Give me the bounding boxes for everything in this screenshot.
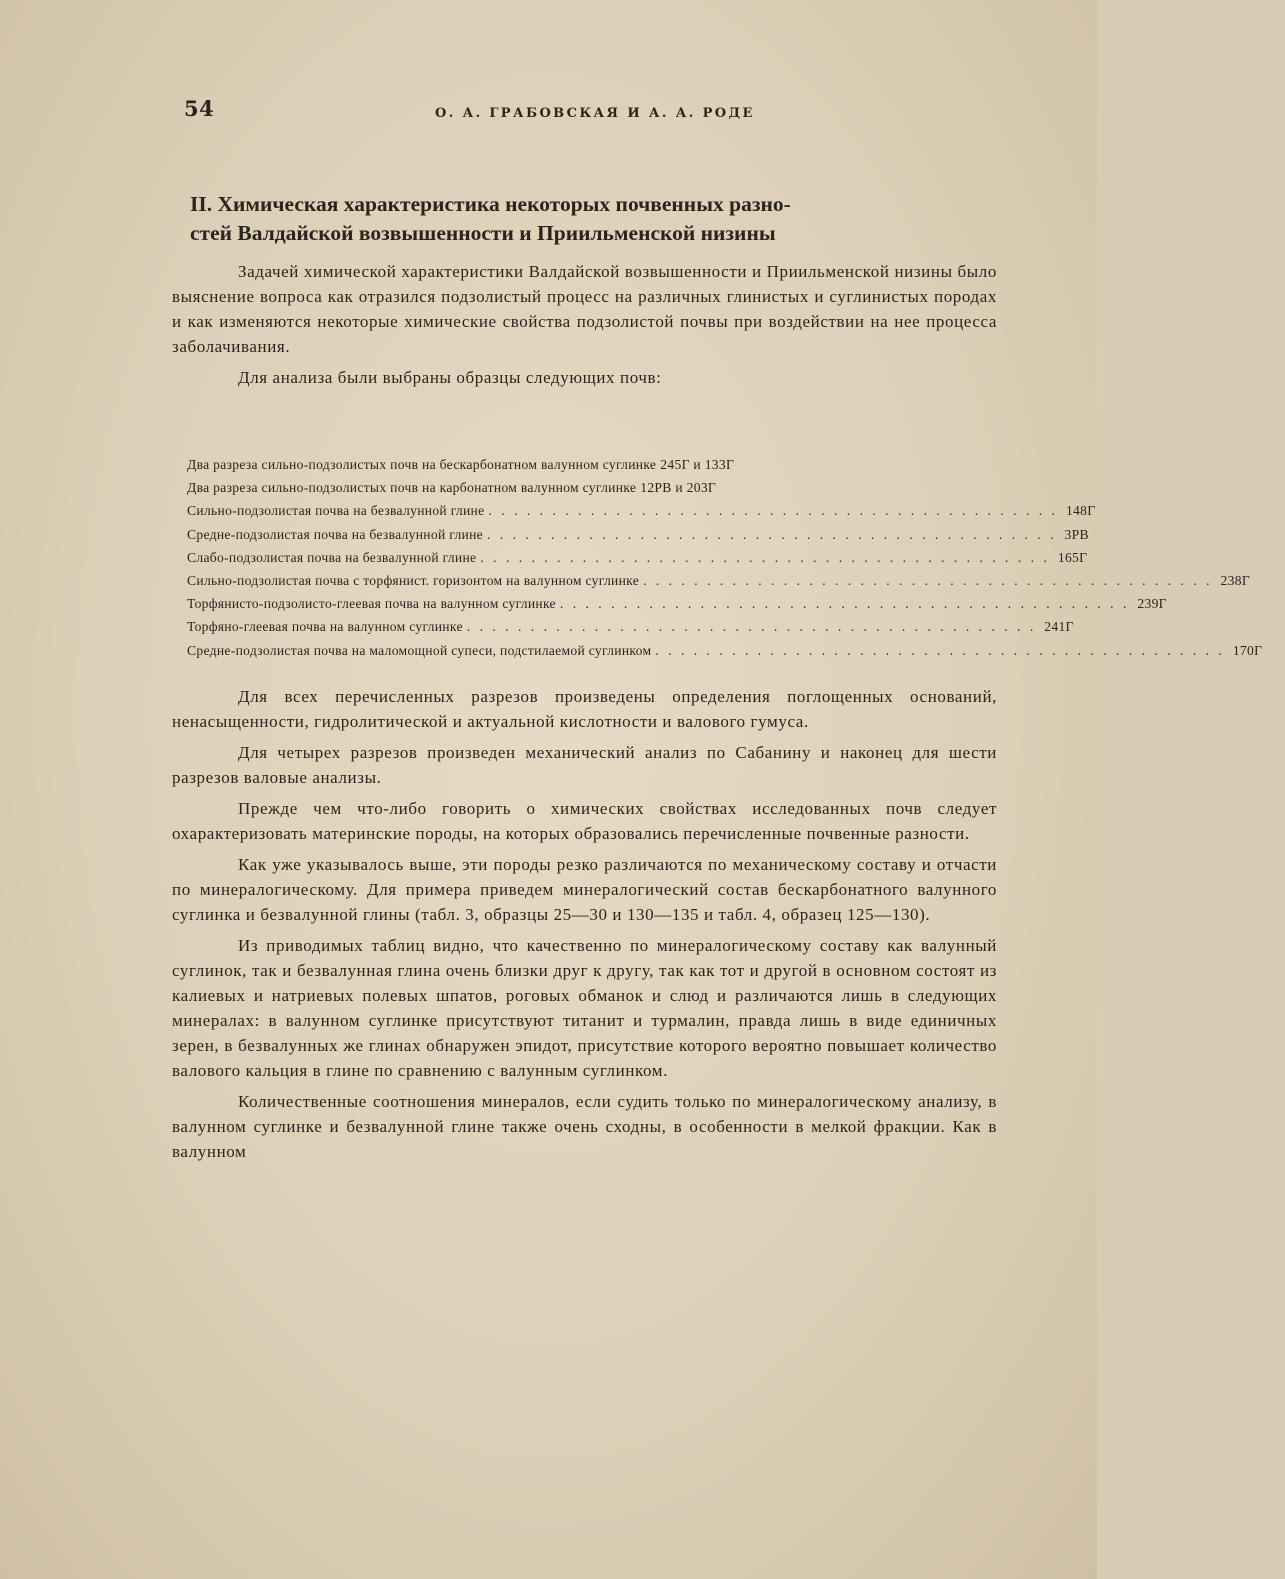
running-head: О. А. ГРАБОВСКАЯ И А. А. РОДЕ	[435, 106, 755, 121]
intro-text	[172, 259, 997, 396]
page-number: 54	[184, 96, 215, 121]
sample-code: 3РВ	[1064, 526, 1089, 542]
soil-sample-list	[187, 453, 1263, 662]
sample-code: 12РВ и 203Г	[640, 480, 717, 496]
soil-description: Торфяно-глеевая почва на валунном суглинке	[187, 619, 463, 635]
dot-leader: . . . . . . . . . . . . . . . . . . . . . . . . . . . . . . . . . . . . . . . . . . . . .	[480, 549, 1050, 565]
soil-list-row	[187, 592, 1167, 615]
sample-code: 238Г	[1220, 573, 1250, 589]
soil-list-row	[187, 523, 1089, 546]
soil-description: Сильно-подзолистая почва с торфянист. горизонтом на валунном суглинке	[187, 573, 640, 589]
soil-description: Два разреза сильно-подзолистых почв на бескарбонатном валунном суглинке	[187, 457, 657, 472]
paragraph: Количественные соотношения минералов, если судить только по минералогическому анализу, в валунном суглинке и безвалунной глине также очень сходны, в особенности в мелкой фракции. Как в валунном	[172, 1092, 997, 1161]
dot-leader: . . . . . . . . . . . . . . . . . . . . . . . . . . . . . . . . . . . . . . . . . . . . .	[559, 596, 1130, 612]
section-title-line: стей Валдайской возвышенности и Приильменской низины	[190, 221, 776, 245]
soil-description: Сильно-подзолистая почва на безвалунной глине	[187, 503, 485, 519]
soil-list-row	[187, 639, 1263, 662]
paragraph: Для четырех разрезов произведен механический анализ по Сабанину и наконец для шести разрезов валовые анализы.	[172, 743, 997, 787]
sample-code: 239Г	[1137, 596, 1167, 612]
soil-description: Средне-подзолистая почва на маломощной супеси, подстилаемой суглинком	[187, 642, 652, 658]
soil-list-row	[187, 569, 1250, 592]
paragraph: Для анализа были выбраны образцы следующих почв:	[238, 368, 662, 387]
sample-code: 245Г и 133Г	[660, 457, 735, 472]
sample-code: 148Г	[1065, 503, 1096, 519]
dot-leader: . . . . . . . . . . . . . . . . . . . . . . . . . . . . . . . . . . . . . . . . . . . . .	[488, 503, 1058, 519]
sample-code: 170Г	[1232, 642, 1263, 658]
soil-list-row	[187, 499, 1096, 522]
soil-list-row	[187, 453, 997, 476]
dot-leader: . . . . . . . . . . . . . . . . . . . . . . . . . . . . . . . . . . . . . . . . . . . . .	[643, 573, 1213, 589]
soil-list-row	[187, 615, 1074, 638]
soil-list-row	[187, 546, 1088, 569]
main-text	[172, 684, 997, 1170]
paragraph: Прежде чем что-либо говорить о химических свойствах исследованных почв следует охарактеризовать материнские породы, на которых образовались перечисленные почвенные разности.	[172, 799, 997, 843]
dot-leader: . . . . . . . . . . . . . . . . . . . . . . . . . . . . . . . . . . . . . . . . . . . . .	[466, 619, 1037, 635]
paragraph: Как уже указывалось выше, эти породы резко различаются по механическому составу и отчасти по минералогическому. Для примера приведем минералогический состав бескарбонатного валунного суглинка и безвалунной глины (табл. 3, образцы 25—30 и 130—135 и табл. 4, образец 125—130).	[172, 855, 997, 924]
soil-description: Два разреза сильно-подзолистых почв на карбонатном валунном суглинке	[187, 480, 637, 496]
paragraph: Задачей химической характеристики Валдайской возвышенности и Приильменской низины было выяснение вопроса как отразился подзолистый процесс на различных глинистых и суглинистых породах и как изменяются некоторые химические свойства подзолистой почвы при воздействии на нее процесса заболачивания.	[172, 262, 997, 356]
sample-code: 241Г	[1044, 619, 1074, 635]
dot-leader: . . . . . . . . . . . . . . . . . . . . . . . . . . . . . . . . . . . . . . . . . . . . .	[655, 642, 1225, 658]
paragraph: Из приводимых таблиц видно, что качественно по минералогическому составу как валунный суглинок, так и безвалунная глина очень близки друг к другу, так как тот и другой в основном состоят из калиевых и натриевых полевых шпатов, роговых обманок и слюд и различаются лишь в следующих минералах: в валунном суглинке присутствуют титанит и турмалин, правда лишь в виде единичных зерен, в безвалунных же глинах обнаружен эпидот, присутствие которого вероятно повышает количество валового кальция в глине по сравнению с валунным суглинком.	[172, 936, 997, 1080]
paragraph: Для всех перечисленных разрезов произведены определения поглощенных оснований, ненасыщенности, гидролитической и актуальной кислотности и валового гумуса.	[172, 687, 997, 731]
section-title-line: II. Химическая характеристика некоторых почвенных разно-	[190, 192, 791, 216]
sample-code: 165Г	[1057, 549, 1088, 565]
soil-list-row	[187, 476, 997, 499]
dot-leader: . . . . . . . . . . . . . . . . . . . . . . . . . . . . . . . . . . . . . . . . . . . . .	[487, 526, 1057, 542]
soil-description: Торфянисто-подзолисто-глеевая почва на валунном суглинке	[187, 596, 556, 612]
soil-description: Средне-подзолистая почва на безвалунной глине	[187, 526, 484, 542]
section-title	[190, 190, 1020, 248]
soil-description: Слабо-подзолистая почва на безвалунной глине	[187, 549, 477, 565]
